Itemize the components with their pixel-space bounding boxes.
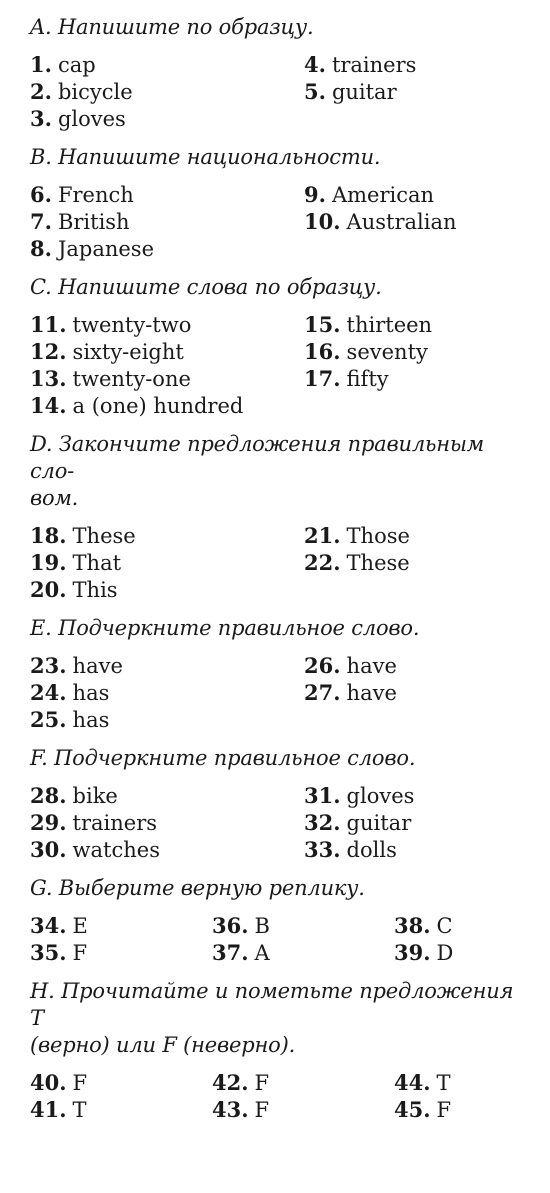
section-a bbox=[30, 14, 530, 132]
section-h bbox=[30, 978, 530, 1123]
answer-list bbox=[30, 652, 530, 733]
answer-number: 42. bbox=[212, 1070, 249, 1095]
answer-item bbox=[30, 912, 212, 939]
answer-item bbox=[30, 181, 304, 208]
section-heading: B. Напишите национальности. bbox=[30, 145, 381, 169]
answer-item bbox=[304, 549, 530, 576]
answer-text: Those bbox=[346, 524, 410, 548]
answer-text: gloves bbox=[346, 784, 415, 808]
answer-text: fifty bbox=[346, 367, 389, 391]
answer-number: 5. bbox=[304, 79, 326, 104]
answer-item bbox=[30, 1096, 212, 1123]
section-heading bbox=[30, 978, 530, 1059]
answer-number: 21. bbox=[304, 523, 341, 548]
answer-item bbox=[394, 912, 530, 939]
answer-item bbox=[30, 208, 304, 235]
answer-number: 19. bbox=[30, 550, 67, 575]
answer-text: dolls bbox=[346, 838, 397, 862]
answer-item bbox=[304, 208, 530, 235]
answer-item bbox=[394, 1069, 530, 1096]
answer-text: seventy bbox=[346, 340, 428, 364]
answer-text: These bbox=[72, 524, 136, 548]
answer-number: 39. bbox=[394, 940, 431, 965]
answer-item bbox=[30, 522, 304, 549]
answer-text: have bbox=[72, 654, 123, 678]
answer-item bbox=[30, 338, 304, 365]
answer-item bbox=[304, 679, 530, 706]
answer-number: 9. bbox=[304, 182, 326, 207]
answer-item bbox=[394, 939, 530, 966]
answer-text: a (one) hundred bbox=[72, 394, 244, 418]
answer-item bbox=[304, 181, 530, 208]
answer-number: 17. bbox=[304, 366, 341, 391]
answer-text: British bbox=[57, 210, 130, 234]
answer-number: 33. bbox=[304, 837, 341, 862]
answer-item bbox=[30, 679, 304, 706]
answer-number: 38. bbox=[394, 913, 431, 938]
answer-key-page bbox=[30, 14, 530, 1135]
answer-text: thirteen bbox=[346, 313, 433, 337]
answer-number: 10. bbox=[304, 209, 341, 234]
answer-item bbox=[30, 549, 304, 576]
answer-item bbox=[304, 782, 530, 809]
answer-number: 2. bbox=[30, 79, 52, 104]
answer-text: bicycle bbox=[57, 80, 133, 104]
answer-text: has bbox=[72, 708, 110, 732]
answer-number: 31. bbox=[304, 783, 341, 808]
answer-text: T bbox=[436, 1071, 451, 1095]
answer-number: 4. bbox=[304, 52, 326, 77]
answer-number: 30. bbox=[30, 837, 67, 862]
answer-number: 16. bbox=[304, 339, 341, 364]
answer-text: trainers bbox=[331, 53, 417, 77]
answer-number: 20. bbox=[30, 577, 67, 602]
answer-number: 23. bbox=[30, 653, 67, 678]
answer-item bbox=[212, 1069, 394, 1096]
answer-text: cap bbox=[57, 53, 96, 77]
answer-text: Japanese bbox=[57, 237, 154, 261]
answer-text: guitar bbox=[346, 811, 412, 835]
answer-number: 11. bbox=[30, 312, 67, 337]
answer-text: trainers bbox=[72, 811, 158, 835]
answer-text: guitar bbox=[331, 80, 397, 104]
answer-item bbox=[30, 311, 304, 338]
answer-number: 32. bbox=[304, 810, 341, 835]
answer-item bbox=[30, 809, 304, 836]
answer-item bbox=[30, 365, 304, 392]
answer-text: gloves bbox=[57, 107, 126, 131]
answer-item bbox=[304, 522, 530, 549]
answer-item bbox=[304, 365, 530, 392]
answer-text: F bbox=[254, 1098, 270, 1122]
answer-number: 14. bbox=[30, 393, 67, 418]
answer-text: twenty-one bbox=[72, 367, 191, 391]
answer-number: 27. bbox=[304, 680, 341, 705]
answer-number: 37. bbox=[212, 940, 249, 965]
answer-number: 43. bbox=[212, 1097, 249, 1122]
answer-text: French bbox=[57, 183, 134, 207]
answer-number: 41. bbox=[30, 1097, 67, 1122]
answer-text: F bbox=[254, 1071, 270, 1095]
answer-list bbox=[30, 1069, 530, 1123]
answer-text: bike bbox=[72, 784, 118, 808]
answer-item bbox=[304, 338, 530, 365]
answer-number: 8. bbox=[30, 236, 52, 261]
section-heading: G. Выберите верную реплику. bbox=[30, 876, 365, 900]
answer-list bbox=[30, 522, 530, 603]
answer-item bbox=[30, 78, 304, 105]
section-heading: E. Подчеркните правильное слово. bbox=[30, 616, 420, 640]
section-heading bbox=[30, 431, 530, 512]
answer-item bbox=[304, 809, 530, 836]
answer-item bbox=[30, 652, 304, 679]
answer-text: F bbox=[436, 1098, 452, 1122]
answer-text: D bbox=[436, 941, 454, 965]
answer-item bbox=[304, 311, 530, 338]
answer-item bbox=[30, 105, 304, 132]
answer-number: 18. bbox=[30, 523, 67, 548]
answer-item bbox=[30, 782, 304, 809]
answer-number: 45. bbox=[394, 1097, 431, 1122]
section-heading-line: H. Прочитайте и пометьте предложения T bbox=[30, 979, 514, 1030]
answer-number: 28. bbox=[30, 783, 67, 808]
answer-text: watches bbox=[72, 838, 160, 862]
answer-text: F bbox=[72, 1071, 88, 1095]
answer-item bbox=[212, 1096, 394, 1123]
answer-text: C bbox=[436, 914, 453, 938]
section-c bbox=[30, 274, 530, 419]
answer-text: These bbox=[346, 551, 410, 575]
answer-text: sixty-eight bbox=[72, 340, 184, 364]
answer-item bbox=[30, 576, 304, 603]
section-e bbox=[30, 615, 530, 733]
answer-number: 29. bbox=[30, 810, 67, 835]
answer-text: has bbox=[72, 681, 110, 705]
answer-item bbox=[30, 51, 304, 78]
answer-text: twenty-two bbox=[72, 313, 192, 337]
section-heading-line: (верно) или F (неверно). bbox=[30, 1033, 296, 1057]
section-heading: A. Напишите по образцу. bbox=[30, 15, 314, 39]
answer-text: American bbox=[331, 183, 435, 207]
answer-number: 35. bbox=[30, 940, 67, 965]
answer-number: 13. bbox=[30, 366, 67, 391]
answer-item bbox=[30, 706, 304, 733]
section-heading-line: D. Закончите предложения правильным сло- bbox=[30, 432, 485, 483]
answer-text: This bbox=[72, 578, 118, 602]
answer-text: have bbox=[346, 681, 397, 705]
answer-item bbox=[30, 939, 212, 966]
answer-item bbox=[30, 392, 304, 419]
answer-item bbox=[304, 652, 530, 679]
answer-text: That bbox=[72, 551, 122, 575]
answer-number: 22. bbox=[304, 550, 341, 575]
answer-item bbox=[212, 939, 394, 966]
answer-list bbox=[30, 181, 530, 262]
answer-item bbox=[304, 836, 530, 863]
answer-list bbox=[30, 782, 530, 863]
answer-item bbox=[304, 51, 530, 78]
answer-number: 40. bbox=[30, 1070, 67, 1095]
answer-list bbox=[30, 311, 530, 419]
section-heading: C. Напишите слова по образцу. bbox=[30, 275, 382, 299]
answer-number: 24. bbox=[30, 680, 67, 705]
answer-number: 44. bbox=[394, 1070, 431, 1095]
answer-text: E bbox=[72, 914, 88, 938]
answer-item bbox=[30, 1069, 212, 1096]
answer-number: 26. bbox=[304, 653, 341, 678]
section-g bbox=[30, 875, 530, 966]
answer-text: have bbox=[346, 654, 397, 678]
answer-number: 34. bbox=[30, 913, 67, 938]
answer-number: 1. bbox=[30, 52, 52, 77]
section-heading: F. Подчеркните правильное слово. bbox=[30, 746, 416, 770]
answer-number: 6. bbox=[30, 182, 52, 207]
answer-list bbox=[30, 51, 530, 132]
answer-item bbox=[212, 912, 394, 939]
answer-text: B bbox=[254, 914, 270, 938]
answer-number: 15. bbox=[304, 312, 341, 337]
answer-number: 25. bbox=[30, 707, 67, 732]
answer-text: A bbox=[254, 941, 270, 965]
section-heading-line: вом. bbox=[30, 486, 79, 510]
answer-item bbox=[394, 1096, 530, 1123]
answer-number: 12. bbox=[30, 339, 67, 364]
section-b bbox=[30, 144, 530, 262]
section-d bbox=[30, 431, 530, 603]
answer-text: Australian bbox=[346, 210, 457, 234]
answer-item bbox=[30, 836, 304, 863]
answer-number: 3. bbox=[30, 106, 52, 131]
answer-text: F bbox=[72, 941, 88, 965]
answer-item bbox=[304, 78, 530, 105]
section-f bbox=[30, 745, 530, 863]
answer-list bbox=[30, 912, 530, 966]
answer-number: 7. bbox=[30, 209, 52, 234]
answer-number: 36. bbox=[212, 913, 249, 938]
answer-item bbox=[30, 235, 304, 262]
answer-text: T bbox=[72, 1098, 87, 1122]
